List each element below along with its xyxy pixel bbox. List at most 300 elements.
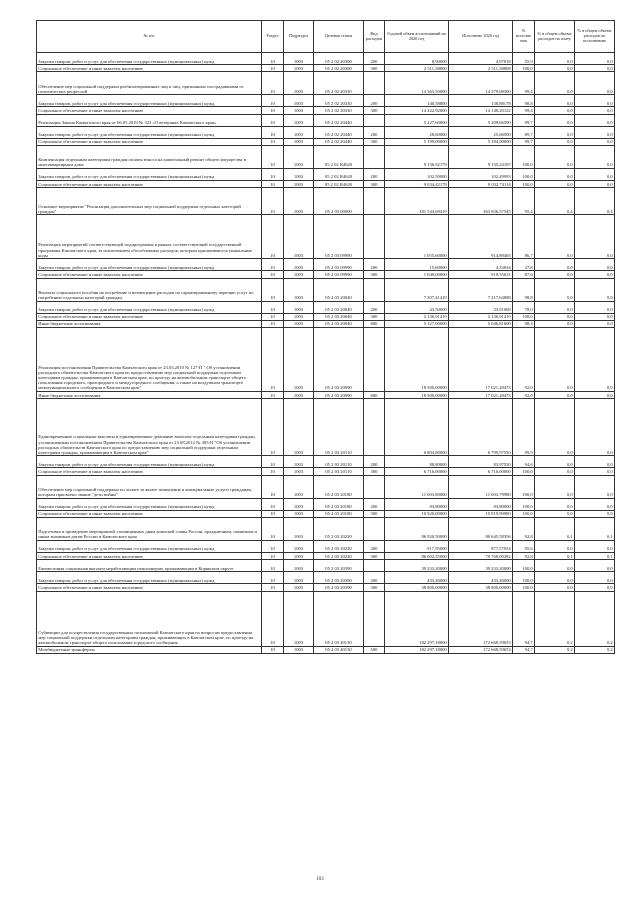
header-name: № п/п <box>37 21 262 53</box>
row-podrazdel: 1003 <box>284 181 314 188</box>
row-share-plan: 0,0 <box>535 215 575 259</box>
row-percent: 87,6 <box>513 271 535 278</box>
row-expense-type: 300 <box>364 468 385 475</box>
row-share-fact: 0,1 <box>575 518 615 541</box>
row-expense-type: 300 <box>364 138 385 145</box>
row-plan: 182 297,18000 <box>385 591 449 646</box>
row-share-plan: 0,4 <box>535 188 575 215</box>
row-share-fact: 0,2 <box>575 591 615 646</box>
row-expense-type: 300 <box>364 584 385 591</box>
table-row <box>37 72 615 95</box>
row-podrazdel: 1003 <box>284 301 314 313</box>
row-name: Реализация Закона Камчатского края от 06.05.2019 № 323 «О ветеранах Камчатского края» <box>37 114 262 126</box>
row-share-plan: 0,0 <box>535 114 575 126</box>
row-name: Социальное обеспечение и иные выплаты населению <box>37 510 262 517</box>
row-share-fact: 0,2 <box>575 646 615 653</box>
row-plan: 433,20000 <box>385 572 449 584</box>
table-row <box>37 475 615 498</box>
row-expense-type: 300 <box>364 313 385 320</box>
table-row <box>37 181 615 188</box>
row-fact: 80 645,58356 <box>449 518 513 541</box>
row-share-plan: 0,0 <box>535 510 575 517</box>
row-expense-type <box>364 72 385 95</box>
row-share-fact: 0,0 <box>575 456 615 468</box>
row-share-plan: 0,0 <box>535 328 575 392</box>
row-share-plan: 0,0 <box>535 259 575 271</box>
row-target-article: 05 2 03 20040 <box>314 301 364 313</box>
row-percent: 100,0 <box>513 475 535 498</box>
row-fact: 79 768,00382 <box>449 553 513 560</box>
row-podrazdel: 1003 <box>284 320 314 327</box>
row-podrazdel: 1003 <box>284 169 314 181</box>
row-expense-type <box>364 146 385 169</box>
row-percent: 55,9 <box>513 53 535 65</box>
row-razdel: 10 <box>262 584 284 591</box>
row-razdel: 10 <box>262 65 284 72</box>
header-percent: % исполне ния <box>513 21 535 53</box>
row-name: Социальное обеспечение и иные выплаты населению <box>37 468 262 475</box>
row-percent: 99,7 <box>513 138 535 145</box>
row-fact: 2 511,38808 <box>449 65 513 72</box>
row-fact: 5 184,00000 <box>449 138 513 145</box>
row-percent: 86,7 <box>513 215 535 259</box>
row-plan: 14 363,50000 <box>385 72 449 95</box>
row-razdel: 10 <box>262 138 284 145</box>
row-percent: 100,0 <box>513 468 535 475</box>
header-podrazdel: Подраздел <box>284 21 314 53</box>
row-share-fact: 0,0 <box>575 278 615 301</box>
row-razdel: 10 <box>262 591 284 646</box>
row-razdel: 10 <box>262 107 284 114</box>
row-target-article: 05 2 03 40130 <box>314 646 364 653</box>
row-share-plan: 0,2 <box>535 591 575 646</box>
header-target-article: Целевая статья <box>314 21 364 53</box>
row-podrazdel: 1003 <box>284 138 314 145</box>
row-target-article: 05 2 03 20110 <box>314 456 364 468</box>
row-fact: 10 919,99980 <box>449 510 513 517</box>
row-share-fact: 0,0 <box>575 541 615 553</box>
row-percent: 94,7 <box>513 591 535 646</box>
row-podrazdel: 1003 <box>284 114 314 126</box>
row-expense-type: 200 <box>364 572 385 584</box>
row-expense-type: 300 <box>364 107 385 114</box>
row-name: Компенсация отдельным категориям граждан оплаты взноса на капитальный ремонт общего имущества в многоквартирном доме <box>37 146 262 169</box>
row-razdel: 10 <box>262 475 284 498</box>
row-podrazdel: 1003 <box>284 313 314 320</box>
row-share-fact: 0,0 <box>575 126 615 138</box>
row-percent: 95,4 <box>513 188 535 215</box>
row-plan: 28,60000 <box>385 126 449 138</box>
row-plan: 2 136,91419 <box>385 313 449 320</box>
row-razdel: 10 <box>262 188 284 215</box>
row-fact: 4,33834 <box>449 259 513 271</box>
row-fact: 6 799,97550 <box>449 399 513 456</box>
row-target-article: 05 2 03 20110 <box>314 399 364 456</box>
row-expense-type <box>364 188 385 215</box>
row-expense-type: 200 <box>364 169 385 181</box>
row-fact: 14 279,08300 <box>449 72 513 95</box>
row-podrazdel: 1003 <box>284 95 314 107</box>
row-percent: 100,0 <box>513 572 535 584</box>
row-percent: 100,0 <box>513 510 535 517</box>
row-percent: 99,4 <box>513 72 535 95</box>
row-share-plan: 0,0 <box>535 138 575 145</box>
row-name: Социальное обеспечение и иные выплаты населению <box>37 65 262 72</box>
row-razdel: 10 <box>262 320 284 327</box>
row-target-article: 05 2 03 20090 <box>314 392 364 399</box>
table-row <box>37 518 615 541</box>
row-plan: 6 716,00000 <box>385 468 449 475</box>
row-expense-type: 500 <box>364 646 385 653</box>
row-share-plan: 0,0 <box>535 53 575 65</box>
row-podrazdel: 1003 <box>284 146 314 169</box>
row-share-fact: 0,0 <box>575 475 615 498</box>
row-share-plan: 0,1 <box>535 518 575 541</box>
row-expense-type <box>364 328 385 392</box>
table-row <box>37 560 615 572</box>
table-row <box>37 392 615 399</box>
row-plan: 381 544,69419 <box>385 188 449 215</box>
header-fact: Исполнено 2020 год <box>449 21 513 53</box>
row-razdel: 10 <box>262 259 284 271</box>
row-razdel: 10 <box>262 278 284 301</box>
row-plan: 1 040,00000 <box>385 271 449 278</box>
row-razdel: 10 <box>262 301 284 313</box>
row-name: Закупка товаров, работ и услуг для обеспечения государственных (муниципальных) нужд <box>37 572 262 584</box>
row-razdel: 10 <box>262 215 284 259</box>
row-expense-type <box>364 215 385 259</box>
row-podrazdel: 1003 <box>284 107 314 114</box>
row-percent: 94,6 <box>513 456 535 468</box>
row-target-article: 05 2 03 20180 <box>314 475 364 498</box>
row-share-fact: 0,0 <box>575 468 615 475</box>
row-share-plan: 0,0 <box>535 146 575 169</box>
row-name: Обеспечение мер социальной поддержки реабилитированных лиц и лиц, признанных пострадавшими от политических репрессий <box>37 72 262 95</box>
row-name: Иные бюджетные ассигнования <box>37 392 262 399</box>
row-expense-type <box>364 114 385 126</box>
row-fact: 5 209,66500 <box>449 114 513 126</box>
row-share-plan: 0,0 <box>535 301 575 313</box>
row-name: Закупка товаров, работ и услуг для обеспечения государственных (муниципальных) нужд <box>37 301 262 313</box>
row-percent: 100,0 <box>513 560 535 572</box>
row-fact: 910,55631 <box>449 271 513 278</box>
row-expense-type: 800 <box>364 320 385 327</box>
row-fact: 38 800,00000 <box>449 584 513 591</box>
row-name: Закупка товаров, работ и услуг для обеспечения государственных (муниципальных) нужд <box>37 95 262 107</box>
row-share-plan: 0,0 <box>535 181 575 188</box>
row-podrazdel: 1003 <box>284 215 314 259</box>
row-fact: 33,91069 <box>449 301 513 313</box>
row-razdel: 10 <box>262 181 284 188</box>
row-target-article: 05 2 03 20220 <box>314 541 364 553</box>
row-name: Закупка товаров, работ и услуг для обеспечения государственных (муниципальных) нужд <box>37 126 262 138</box>
table-row <box>37 188 615 215</box>
row-podrazdel: 1003 <box>284 126 314 138</box>
row-podrazdel: 1003 <box>284 572 314 584</box>
row-plan: 88,80000 <box>385 456 449 468</box>
table-row <box>37 456 615 468</box>
row-expense-type <box>364 518 385 541</box>
row-plan: 38 800,00000 <box>385 584 449 591</box>
row-plan: 5 127,00000 <box>385 320 449 327</box>
row-target-article: 05 2 02 R4620 <box>314 169 364 181</box>
row-share-fact: 0,0 <box>575 95 615 107</box>
row-name: Закупка товаров, работ и услуг для обеспечения государственных (муниципальных) нужд <box>37 456 262 468</box>
row-plan: 9 136,92179 <box>385 146 449 169</box>
row-podrazdel: 1003 <box>284 53 314 65</box>
row-share-plan: 0,0 <box>535 169 575 181</box>
row-name: Реализация постановления Правительства Камчатского края от 23.03.2010 № 127-П " Об установлении расходного обязательства Камчатского края по предоставлению мер социальной поддержки отдельным категориям граждан, проживающим в Камчатском крае, по проезду на автомобильном транспорте общего пользования городского, пригородного и междугородного сообщения, а также на воздушном транспорте межмуниципального сообщения в Камчатском крае" <box>37 328 262 392</box>
row-podrazdel: 1003 <box>284 498 314 510</box>
row-name: Социальное обеспечение и иные выплаты населению <box>37 138 262 145</box>
row-podrazdel: 1003 <box>284 456 314 468</box>
row-fact: 7 217,64088 <box>449 278 513 301</box>
row-share-fact: 0,0 <box>575 313 615 320</box>
row-razdel: 10 <box>262 126 284 138</box>
row-podrazdel: 1003 <box>284 510 314 517</box>
row-target-article: 05 2 03 20390 <box>314 560 364 572</box>
row-expense-type <box>364 278 385 301</box>
row-plan: 43,50000 <box>385 301 449 313</box>
row-razdel: 10 <box>262 328 284 392</box>
row-fact: 172 668,59653 <box>449 646 513 653</box>
page-number: 103 <box>316 877 324 882</box>
row-razdel: 10 <box>262 498 284 510</box>
header-plan: Годовой объем ассигнований на 2020 год <box>385 21 449 53</box>
row-plan: 11 003,80000 <box>385 475 449 498</box>
row-name: Основное мероприятие "Реализация дополнительных мер социальной поддержки отдельных категорий граждан" <box>37 188 262 215</box>
row-fact: 138,88178 <box>449 95 513 107</box>
row-plan: 102,50000 <box>385 169 449 181</box>
row-name: Закупка товаров, работ и услуг для обеспечения государственных (муниципальных) нужд <box>37 169 262 181</box>
row-percent: 27,8 <box>513 259 535 271</box>
row-fact: 6 716,00000 <box>449 468 513 475</box>
header-expense-type: Вид расходов <box>364 21 385 53</box>
row-podrazdel: 1003 <box>284 584 314 591</box>
row-podrazdel: 1003 <box>284 560 314 572</box>
row-percent: 89,7 <box>513 126 535 138</box>
row-share-fact: 0,0 <box>575 65 615 72</box>
table-row <box>37 591 615 646</box>
row-expense-type <box>364 475 385 498</box>
row-podrazdel: 1003 <box>284 468 314 475</box>
row-plan: 18 500,00000 <box>385 392 449 399</box>
row-fact: 11 003,79980 <box>449 475 513 498</box>
row-percent: 100,0 <box>513 498 535 510</box>
row-plan: 917,95000 <box>385 541 449 553</box>
row-share-plan: 0,0 <box>535 584 575 591</box>
row-razdel: 10 <box>262 392 284 399</box>
row-expense-type: 300 <box>364 553 385 560</box>
row-plan: 8,90000 <box>385 53 449 65</box>
row-target-article: 05 2 03 20040 <box>314 320 364 327</box>
row-razdel: 10 <box>262 553 284 560</box>
row-plan: 14 222,92000 <box>385 107 449 114</box>
row-plan: 83,80000 <box>385 498 449 510</box>
row-name: Подготовка и проведение мероприятий, посвященных дням воинской славы России, праздничным, памятным и иным значимым датам России и Камчатского края <box>37 518 262 541</box>
row-percent: 98,4 <box>513 320 535 327</box>
row-target-article: 05 2 03 20390 <box>314 572 364 584</box>
row-name: Социальное обеспечение и иные выплаты населению <box>37 313 262 320</box>
row-percent: 100,0 <box>513 146 535 169</box>
row-plan: 39 233,20000 <box>385 560 449 572</box>
table-row <box>37 498 615 510</box>
row-share-plan: 0,0 <box>535 392 575 399</box>
row-expense-type: 300 <box>364 271 385 278</box>
row-target-article: 05 2 03 20180 <box>314 498 364 510</box>
row-percent: 99,4 <box>513 107 535 114</box>
row-share-plan: 0,0 <box>535 126 575 138</box>
table-row <box>37 65 615 72</box>
row-fact: 2 136,91419 <box>449 313 513 320</box>
row-fact: 9 032,74114 <box>449 181 513 188</box>
row-percent: 99,9 <box>513 399 535 456</box>
row-share-fact: 0,0 <box>575 510 615 517</box>
row-plan: 18 500,00000 <box>385 328 449 392</box>
row-razdel: 10 <box>262 646 284 653</box>
row-plan: 6 804,80000 <box>385 399 449 456</box>
row-share-plan: 0,0 <box>535 475 575 498</box>
row-podrazdel: 1003 <box>284 65 314 72</box>
row-share-plan: 0,0 <box>535 271 575 278</box>
row-razdel: 10 <box>262 572 284 584</box>
row-plan: 5 227,60000 <box>385 114 449 126</box>
row-target-article: 05 2 02 20300 <box>314 53 364 65</box>
row-target-article: 05 2 03 09990 <box>314 215 364 259</box>
row-plan: 182 297,18000 <box>385 646 449 653</box>
row-share-fact: 0,0 <box>575 72 615 95</box>
row-share-plan: 0,0 <box>535 498 575 510</box>
table-row <box>37 114 615 126</box>
row-share-fact: 0,0 <box>575 320 615 327</box>
row-name: Иные бюджетные ассигнования <box>37 320 262 327</box>
table-row <box>37 53 615 65</box>
row-expense-type: 300 <box>364 65 385 72</box>
row-percent: 98,8 <box>513 95 535 107</box>
row-expense-type <box>364 399 385 456</box>
row-expense-type: 200 <box>364 259 385 271</box>
row-target-article: 05 2 03 20110 <box>314 468 364 475</box>
row-expense-type: 800 <box>364 392 385 399</box>
row-name: Межбюджетные трансферты <box>37 646 262 653</box>
row-share-plan: 0,0 <box>535 399 575 456</box>
row-razdel: 10 <box>262 468 284 475</box>
row-fact: 17 021,28473 <box>449 328 513 392</box>
row-expense-type: 200 <box>364 498 385 510</box>
row-share-plan: 0,0 <box>535 65 575 72</box>
row-fact: 877,57954 <box>449 541 513 553</box>
table-row <box>37 278 615 301</box>
row-share-fact: 0,4 <box>575 188 615 215</box>
row-percent: 99,7 <box>513 114 535 126</box>
table-row <box>37 95 615 107</box>
row-fact: 102,49993 <box>449 169 513 181</box>
row-expense-type: 200 <box>364 126 385 138</box>
row-target-article: 05 2 02 20330 <box>314 72 364 95</box>
row-expense-type <box>364 591 385 646</box>
table-row <box>37 146 615 169</box>
row-name: Выплата социального пособия на погребение и возмещение расходов по гарантированному перечню услуг по погребению отдельных категорий граждан <box>37 278 262 301</box>
row-plan: 9 034,42179 <box>385 181 449 188</box>
row-name: Социальное обеспечение и иные выплаты населению <box>37 584 262 591</box>
row-share-plan: 0,0 <box>535 278 575 301</box>
row-expense-type: 200 <box>364 301 385 313</box>
row-name: Социальное обеспечение и иные выплаты населению <box>37 107 262 114</box>
row-plan: 140,58800 <box>385 95 449 107</box>
row-share-plan: 0,0 <box>535 107 575 114</box>
row-share-plan: 0,0 <box>535 468 575 475</box>
row-share-fact: 0,0 <box>575 271 615 278</box>
row-target-article: 05 2 02 20330 <box>314 107 364 114</box>
row-expense-type: 200 <box>364 456 385 468</box>
row-name: Субвенции для осуществления государственных полномочий Камчатского края по вопросам предоставления мер социальной поддержки отдельным категориям граждан, проживающих в Камчатском крае, по проезду на автомобильном транспорте общего пользования городского сообщения <box>37 591 262 646</box>
row-percent: 92,8 <box>513 553 535 560</box>
row-share-fact: 0,0 <box>575 584 615 591</box>
row-podrazdel: 1003 <box>284 188 314 215</box>
row-percent: 100,0 <box>513 169 535 181</box>
row-fact: 5 046,81600 <box>449 320 513 327</box>
row-target-article: 05 2 02 20440 <box>314 138 364 145</box>
row-name: Единовременные социальные выплаты и единовременные денежные выплаты отдельным категориям граждан, установленным постановлением Правительства Камчатского края от 23.08.2012 № 385-П "Об установлении расходных обязательств Камчатского края по предоставлению мер социальной поддержки отдельным категориям граждан, проживающим в Камчатском крае" <box>37 399 262 456</box>
row-fact: 172 668,59653 <box>449 591 513 646</box>
row-razdel: 10 <box>262 518 284 541</box>
row-razdel: 10 <box>262 560 284 572</box>
table-row <box>37 215 615 259</box>
row-share-fact: 0,0 <box>575 259 615 271</box>
row-plan: 1 055,60000 <box>385 215 449 259</box>
budget-execution-table <box>36 20 615 654</box>
row-podrazdel: 1003 <box>284 475 314 498</box>
row-plan: 15,60000 <box>385 259 449 271</box>
row-target-article: 05 2 03 20180 <box>314 510 364 517</box>
row-percent: 78,0 <box>513 301 535 313</box>
row-share-fact: 0,0 <box>575 215 615 259</box>
table-row <box>37 541 615 553</box>
table-row <box>37 313 615 320</box>
row-razdel: 10 <box>262 72 284 95</box>
row-target-article: 05 2 02 R4620 <box>314 146 364 169</box>
row-share-fact: 0,0 <box>575 392 615 399</box>
row-share-plan: 0,0 <box>535 456 575 468</box>
row-plan: 10 920,00000 <box>385 510 449 517</box>
row-name: Социальное обеспечение и иные выплаты населению <box>37 271 262 278</box>
row-target-article: 05 2 03 20090 <box>314 328 364 392</box>
row-target-article: 05 2 03 00000 <box>314 188 364 215</box>
row-share-fact: 0,0 <box>575 114 615 126</box>
table-row <box>37 328 615 392</box>
row-share-fact: 0,0 <box>575 107 615 114</box>
row-fact: 39 233,20000 <box>449 560 513 572</box>
row-share-plan: 0,0 <box>535 95 575 107</box>
header-share-fact: % в общем объеме расходов по исполнению <box>575 21 615 53</box>
row-share-plan: 0,2 <box>535 646 575 653</box>
table-row <box>37 126 615 138</box>
row-razdel: 10 <box>262 114 284 126</box>
table-row <box>37 646 615 653</box>
row-podrazdel: 1003 <box>284 591 314 646</box>
table-row <box>37 468 615 475</box>
row-razdel: 10 <box>262 169 284 181</box>
row-fact: 914,89465 <box>449 215 513 259</box>
row-target-article: 05 2 03 20220 <box>314 553 364 560</box>
row-razdel: 10 <box>262 541 284 553</box>
row-podrazdel: 1003 <box>284 392 314 399</box>
row-share-plan: 0,1 <box>535 553 575 560</box>
row-share-fact: 0,0 <box>575 572 615 584</box>
header-share-plan: % в общем объеме расходов на плату <box>535 21 575 53</box>
row-percent: 92,0 <box>513 392 535 399</box>
row-share-fact: 0,0 <box>575 181 615 188</box>
